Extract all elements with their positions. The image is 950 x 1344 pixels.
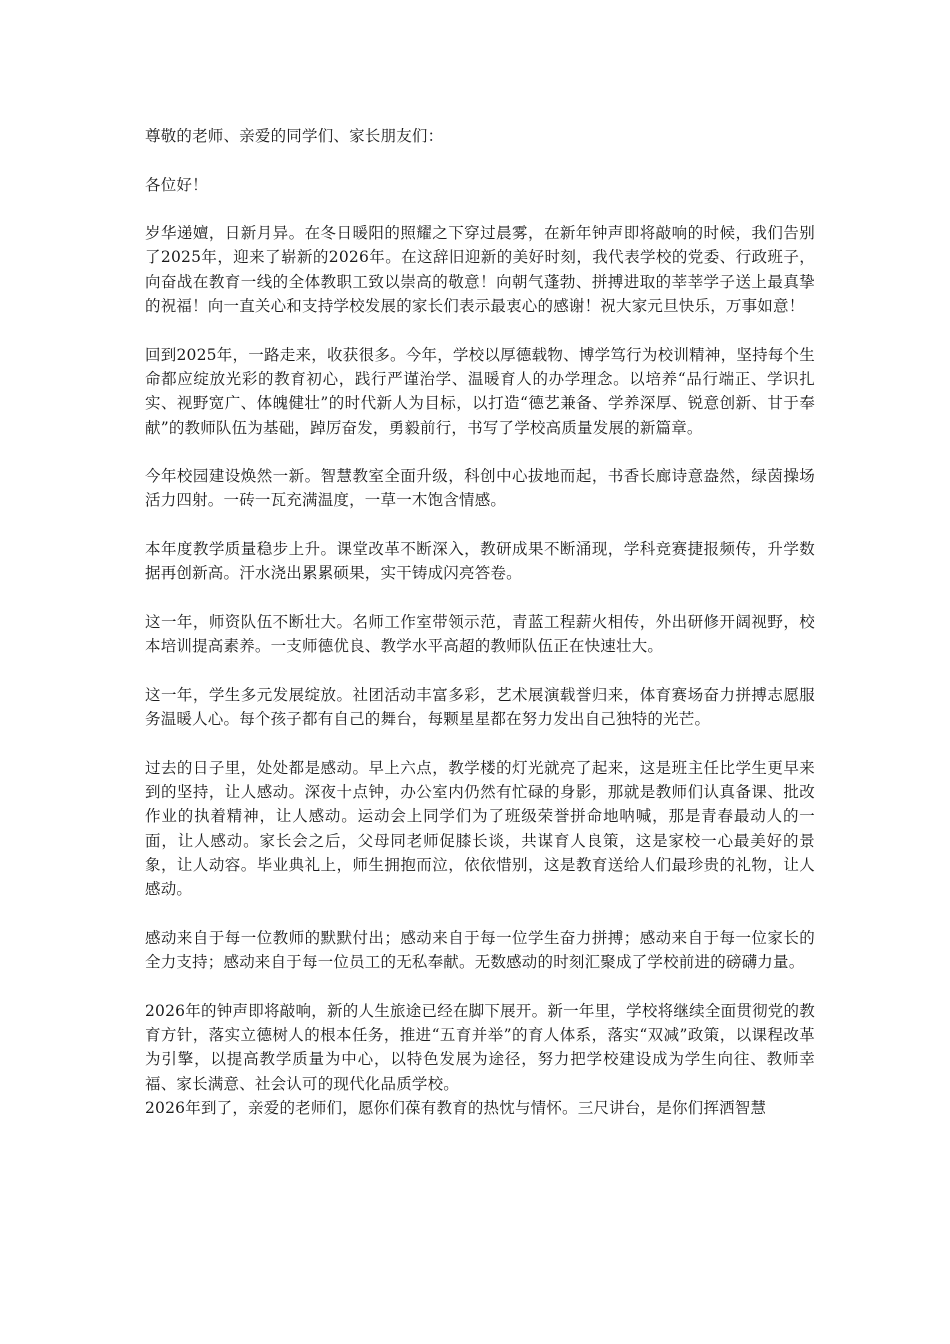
paragraph-teaching-quality: 本年度教学质量稳步上升。课堂改革不断深入，教研成果不断涌现，学科竞赛捷报频传，升学数据再创新高。汗水浇出累累硕果，实干铸成闪亮答卷。 (145, 540, 815, 583)
paragraph-new-year: 岁华递嬗，日新月异。在冬日暖阳的照耀之下穿过晨雾，在新年钟声即将敲响的时候，我们告别了2025年，迎来了崭新的2026年。在这辞旧迎新的美好时刻，我代表学校的党委、行政班子，向奋战在教育一线的全体教职工致以崇高的敬意！向朝气蓬勃、拼搏进取的莘莘学子送上最真挚的祝福！向一直关心和支持学校发展的家长们表示最衷心的感谢！祝大家元旦快乐，万事如意！ (145, 224, 815, 316)
paragraph-to-teachers: 2026年到了，亲爱的老师们，愿你们葆有教育的热忱与情怀。三尺讲台，是你们挥洒智慧 (145, 1098, 767, 1117)
paragraph-moving-moments: 过去的日子里，处处都是感动。早上六点，教学楼的灯光就亮了起来，这是班主任比学生更早来到的坚持，让人感动。深夜十点钟，办公室内仍然有忙碌的身影，那就是教师们认真备课、批改作业的执着精神，让人感动。运动会上同学们为了班级荣誉拼命地呐喊，那是青春最动人的一面，让人感动。家长会之后，父母同老师促膝长谈，共谋育人良策，这是家校一心最美好的景象，让人动容。毕业典礼上，师生拥抱而泣，依依惜别，这是教育送给人们最珍贵的礼物，让人感动。 (145, 758, 815, 899)
paragraph-gratitude: 感动来自于每一位教师的默默付出；感动来自于每一位学生奋力拼搏；感动来自于每一位家长的全力支持；感动来自于每一位员工的无私奉献。无数感动的时刻汇聚成了学校前进的磅礴力量。 (145, 928, 815, 972)
paragraph-teachers: 这一年，师资队伍不断壮大。名师工作室带领示范，青蓝工程薪火相传，外出研修开阔视野，校本培训提高素养。一支师德优良、教学水平高超的教师队伍正在快速壮大。 (145, 612, 815, 656)
paragraph-review-2025: 回到2025年，一路走来，收获很多。今年，学校以厚德载物、博学笃行为校训精神，坚持每个生命都应绽放光彩的教育初心，践行严谨治学、温暖育人的办学理念。以培养“品行端正、学识扎实、视野宽广、体魄健壮”的时代新人为目标，以打造“德艺兼备、学养深厚、锐意创新、甘于奉献”的教师队伍为基础，踔厉奋发，勇毅前行，书写了学校高质量发展的新篇章。 (145, 345, 815, 437)
document-body (145, 124, 815, 1120)
salutation: 尊敬的老师、亲爱的同学们、家长朋友们： (145, 127, 444, 145)
paragraph-campus: 今年校园建设焕然一新。智慧教室全面升级，科创中心拔地而起，书香长廊诗意盎然，绿茵操场活力四射。一砖一瓦充满温度，一草一木饱含情感。 (145, 467, 815, 510)
paragraph-students: 这一年，学生多元发展绽放。社团活动丰富多彩，艺术展演载誉归来，体育赛场奋力拼搏志愿服务温暖人心。每个孩子都有自己的舞台，每颗星星都在努力发出自己独特的光芒。 (145, 685, 815, 729)
greeting: 各位好！ (145, 175, 208, 194)
paragraph-plan-2026: 2026年的钟声即将敲响，新的人生旅途已经在脚下展开。新一年里，学校将继续全面贯彻党的教育方针，落实立德树人的根本任务，推进“五育并举”的育人体系，落实“双减”政策，以课程改革为引擎，以提高教学质量为中心，以特色发展为途径，努力把学校建设成为学生向往、教师幸福、家长满意、社会认可的现代化品质学校。 (145, 1001, 815, 1093)
